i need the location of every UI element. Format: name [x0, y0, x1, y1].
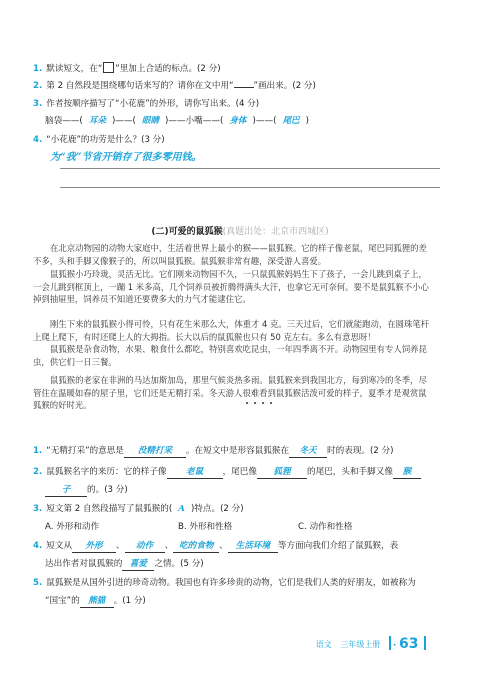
answer-head-like[interactable]: 猴 [393, 467, 421, 479]
passage-paragraph-4: 鼠狐猴是杂食动物，水果、粮食什么都吃，特别喜欢吃昆虫，一年四季离不开。动物园里有专人饲养昆虫，供它们一日三餐。 [33, 344, 427, 367]
question-3-answer-line: 脑袋——( 耳朵 )——( 眼睛 )——小嘴——( 身体 )——( 尾巴 ) [45, 116, 309, 126]
answer-head-like-cont[interactable]: 子 [45, 485, 87, 497]
answer-appearance[interactable]: 外形 [72, 541, 116, 553]
option-b[interactable]: B. 外形和性格 [178, 522, 233, 532]
page-footer [316, 636, 428, 652]
question-number: 2. [33, 467, 43, 477]
answer-environment[interactable]: 生活环境 [228, 541, 278, 553]
underline-sample [234, 87, 254, 88]
answer-eyes[interactable]: 眼睛 [141, 116, 160, 126]
question-number: 4. [33, 541, 43, 551]
footer-subject: 语文 [315, 640, 332, 649]
question-2: 2. 第 2 自然段是围绕哪句话来写的？请你在文中用“ ”画出来。(2 分) [33, 81, 316, 91]
footer-bar [424, 636, 426, 650]
answer-body[interactable]: 身体 [229, 116, 247, 126]
passage-paragraph-5: 鼠狐猴的老家在非洲的马达加斯加岛，那里气候炎热多雨。鼠狐猴来到我国北方，每到寒冷的冬季，尽管住在温暖如春的屋子里，它们还是无精打采。冬天游人很难看到鼠狐猴活泼可爱的样子，夏季才是观赏鼠狐猴的好时光。 [33, 375, 427, 410]
option-a[interactable]: A. 外形和动作 [45, 522, 100, 532]
page-number: 63 [398, 636, 419, 652]
question-4: 4. “小花鹿”的功劳是什么？(3 分) [33, 135, 165, 145]
footer-divider [389, 636, 391, 650]
question-2-2: 2. 鼠狐猴名字的来历：它的样子像 老鼠 ，尾巴像 狐狸 的尾巴，头和手脚又像 猴 [33, 466, 421, 479]
question-2-4-line-2: 达出作者对鼠狐猴的 喜爱 之情。(5 分) [45, 559, 204, 569]
question-2-5-line-2: “国宝”的 熊猫 。(1 分) [45, 596, 146, 606]
question-number: 3. [33, 99, 43, 109]
question-2-5: 5. 鼠狐猴是从国外引进的珍奇动物。我国也有许多珍贵的动物，它们是我们人类的好朋友，如被称为 [33, 578, 416, 588]
answer-line [60, 168, 440, 169]
question-2-2-line-2: 子 的。(3 分) [45, 484, 128, 497]
emphasis-dot [246, 402, 248, 404]
answer-feeling[interactable]: 喜爱 [122, 559, 154, 571]
emphasis-dot [254, 402, 256, 404]
answer-food[interactable]: 吃的食物 [173, 541, 219, 553]
question-number: 3. [33, 504, 43, 514]
question-number: 2. [33, 81, 43, 91]
question-number: 5. [33, 578, 43, 588]
question-number: 1. [33, 446, 43, 456]
answer-meaning[interactable]: 没精打采 [124, 446, 186, 458]
passage-source: (真题出处：北京市西城区) [222, 227, 329, 237]
emphasis-dot [270, 402, 272, 404]
answer-national-treasure[interactable]: 熊猫 [80, 596, 114, 608]
question-2-1: 1. “无精打采”的意思是 没精打采 。在短文中是形容鼠狐猴在 冬天 时的表现。(2 分) [33, 446, 394, 456]
answer-action[interactable]: 动作 [125, 541, 165, 553]
emphasis-dot [262, 402, 264, 404]
answer-tail-like[interactable]: 狐狸 [257, 467, 307, 479]
question-2-4: 4. 短文从 外形 、 动作 、 吃的食物 、 生活环境 等方面向我们介绍了鼠狐猴，表 [33, 541, 399, 551]
answer-choice[interactable]: A [178, 504, 185, 514]
answer-season[interactable]: 冬天 [289, 446, 327, 458]
footer-dot: • [392, 642, 397, 649]
answer-tail[interactable]: 尾巴 [282, 116, 300, 126]
question-3: 3. 作者按顺序描写了“小花鹿”的外形，请你写出来。(4 分) [33, 99, 260, 109]
question-2-3: 3. 短文第 2 自然段描写了鼠狐猴的( A )特点。(2 分) [33, 504, 244, 514]
question-number: 1. [33, 64, 43, 74]
footer-grade: 三年级上册 [340, 640, 381, 649]
answer-ears[interactable]: 耳朵 [88, 116, 106, 126]
question-4-answer[interactable]: 为“我”节省开销存了很多零用钱。 [50, 152, 202, 163]
passage-paragraph-3: 刚生下来的鼠狐猴小得可怜，只有花生米那么大，体重才 4 克。三天过后，它们就能跑动，在圆珠笔杆上爬上爬下，有时还爬上人的大拇指。长大以后的鼠狐猴也只有 50 克左右。多么有意思呀！ [33, 319, 430, 342]
answer-looks-like[interactable]: 老鼠 [167, 467, 223, 479]
passage-paragraph-1: 在北京动物园的动物大家庭中，生活着世界上最小的猴——鼠狐猴。它的样子像老鼠，尾巴同狐狸的差不多，头和手脚又像猴子的，所以叫鼠狐猴。鼠狐猴非常有趣，深受游人喜爱。 [33, 243, 427, 266]
passage-paragraph-2: 鼠狐猴小巧玲珑，灵活无比。它们刚来动物园不久，一只鼠狐猴妈妈生下了孩子，一会儿跳到桌子上，一会儿跳到框顶上，一蹦 1 米多高，几个饲养员被折腾得满头大汗，也拿它无可奈何。要不是鼠狐猴不小心掉到抽屉里，饲养员不知道还要费多大的力气才能逮住它。 [33, 269, 429, 304]
option-c[interactable]: C. 动作和性格 [298, 522, 353, 532]
question-1: 1. 默读短文，在“ ”里加上合适的标点。(2 分) [33, 64, 221, 74]
passage-title: (二)可爱的鼠狐猴(真题出处：北京市西城区) [151, 227, 329, 237]
punctuation-box[interactable] [103, 62, 114, 73]
answer-line [60, 187, 440, 188]
question-number: 4. [33, 135, 43, 145]
